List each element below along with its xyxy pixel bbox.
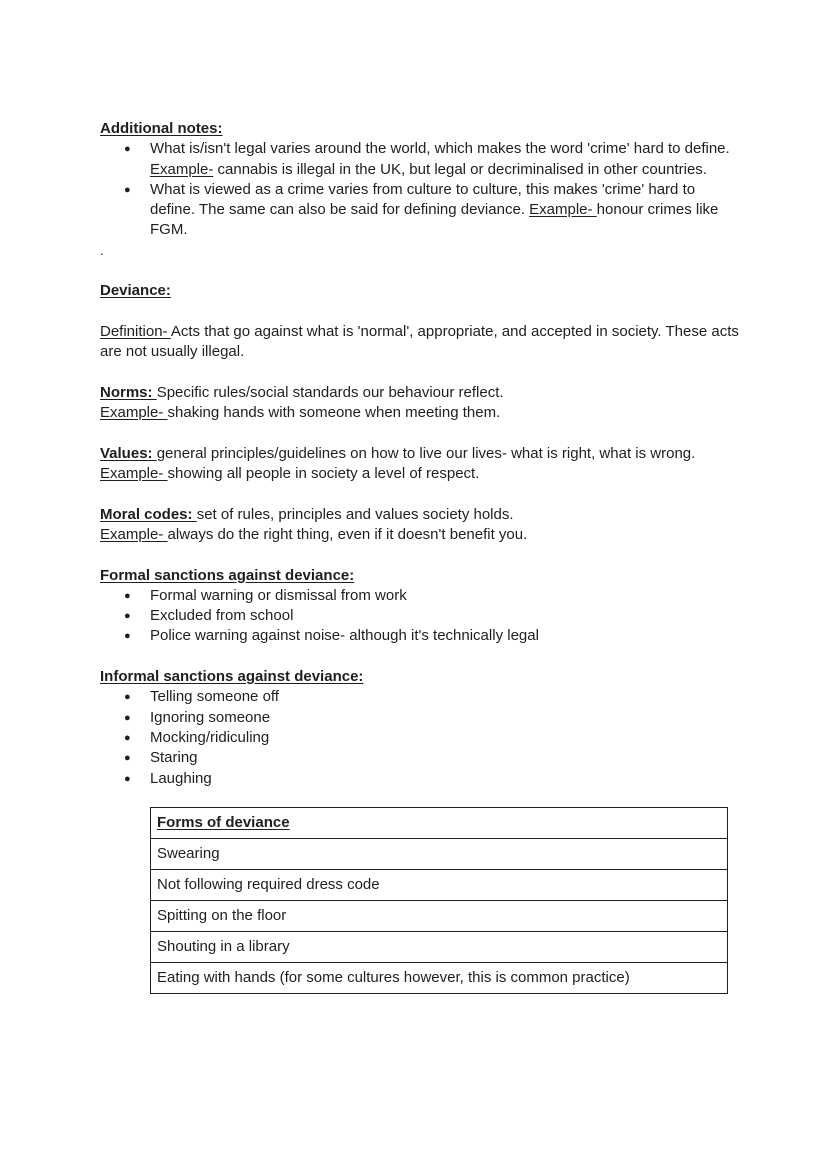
note-text: What is/isn't legal varies around the world, which makes the word 'crime' hard to define.: [150, 140, 730, 158]
table-row: [151, 931, 728, 962]
document-content: [100, 119, 740, 994]
example-label: Example-: [100, 404, 168, 422]
example-label: Example-: [529, 201, 597, 219]
forms-of-deviance-table: [150, 807, 728, 994]
table-cell: Spitting on the floor: [151, 900, 728, 931]
table-cell: Not following required dress code: [151, 869, 728, 900]
example-text: always do the right thing, even if it doesn't benefit you.: [167, 525, 528, 543]
table-row: [151, 962, 728, 993]
formal-sanctions-heading: Formal sanctions against deviance:: [100, 566, 355, 584]
table-row: [151, 900, 728, 931]
example-text: showing all people in society a level of respect.: [167, 465, 480, 483]
note-text: cannabis is illegal in the UK, but legal or decriminalised in other countries.: [213, 160, 707, 178]
definition-paragraph: [100, 322, 740, 363]
informal-sanctions-list: [100, 687, 740, 788]
list-item: ● Excluded from school: [100, 606, 740, 626]
table-cell: Eating with hands (for some cultures however, this is common practice): [151, 962, 728, 993]
norms-text: Specific rules/social standards our behaviour reflect.: [156, 383, 504, 401]
definition-text: Acts that go against what is 'normal', appropriate, and accepted in society. These acts are not usually illegal.: [100, 322, 739, 361]
moral-codes-example: [100, 525, 740, 545]
stray-mark: .: [100, 242, 104, 258]
list-item: ● Staring: [100, 748, 740, 768]
values-label: Values:: [100, 444, 157, 462]
definition-label: Definition-: [100, 322, 171, 340]
list-item: ● Police warning against noise- although it's technically legal: [100, 626, 740, 646]
table-header-cell: Forms of deviance: [151, 807, 728, 838]
additional-notes-heading: Additional notes:: [100, 120, 223, 137]
note-text: What is viewed as a crime varies from culture to culture, this makes 'crime' hard to define. The same can also be said for defining deviance.: [150, 180, 696, 219]
example-text: shaking hands with someone when meeting them.: [167, 404, 501, 422]
list-item: [100, 180, 740, 241]
example-label: Example-: [100, 525, 168, 543]
table-cell: Swearing: [151, 838, 728, 869]
list-item: ● Ignoring someone: [100, 708, 740, 728]
note-text: honour crimes like FGM.: [150, 201, 719, 239]
formal-sanctions-list: [100, 586, 740, 647]
deviance-heading: Deviance:: [100, 282, 171, 300]
list-item: ● Laughing: [100, 769, 740, 789]
list-item: ● Telling someone off: [100, 687, 740, 707]
additional-notes-list: [100, 139, 740, 240]
moral-codes-text: set of rules, principles and values society holds.: [196, 505, 514, 523]
moral-codes-label: Moral codes:: [100, 505, 197, 523]
norms-label: Norms:: [100, 383, 157, 401]
norms-example: [100, 403, 740, 423]
table-header-row: [151, 807, 728, 838]
values-example: [100, 464, 740, 484]
table-cell: Shouting in a library: [151, 931, 728, 962]
list-item: [100, 139, 740, 180]
moral-codes-paragraph: [100, 505, 740, 525]
values-paragraph: [100, 444, 740, 464]
list-item: ● Formal warning or dismissal from work: [100, 586, 740, 606]
table-row: [151, 838, 728, 869]
table-row: [151, 869, 728, 900]
example-label: Example-: [100, 465, 168, 483]
norms-paragraph: [100, 383, 740, 403]
informal-sanctions-heading: Informal sanctions against deviance:: [100, 668, 364, 686]
example-label: Example-: [150, 160, 214, 178]
values-text: general principles/guidelines on how to live our lives- what is right, what is wrong.: [156, 444, 696, 462]
list-item: ● Mocking/ridiculing: [100, 728, 740, 748]
